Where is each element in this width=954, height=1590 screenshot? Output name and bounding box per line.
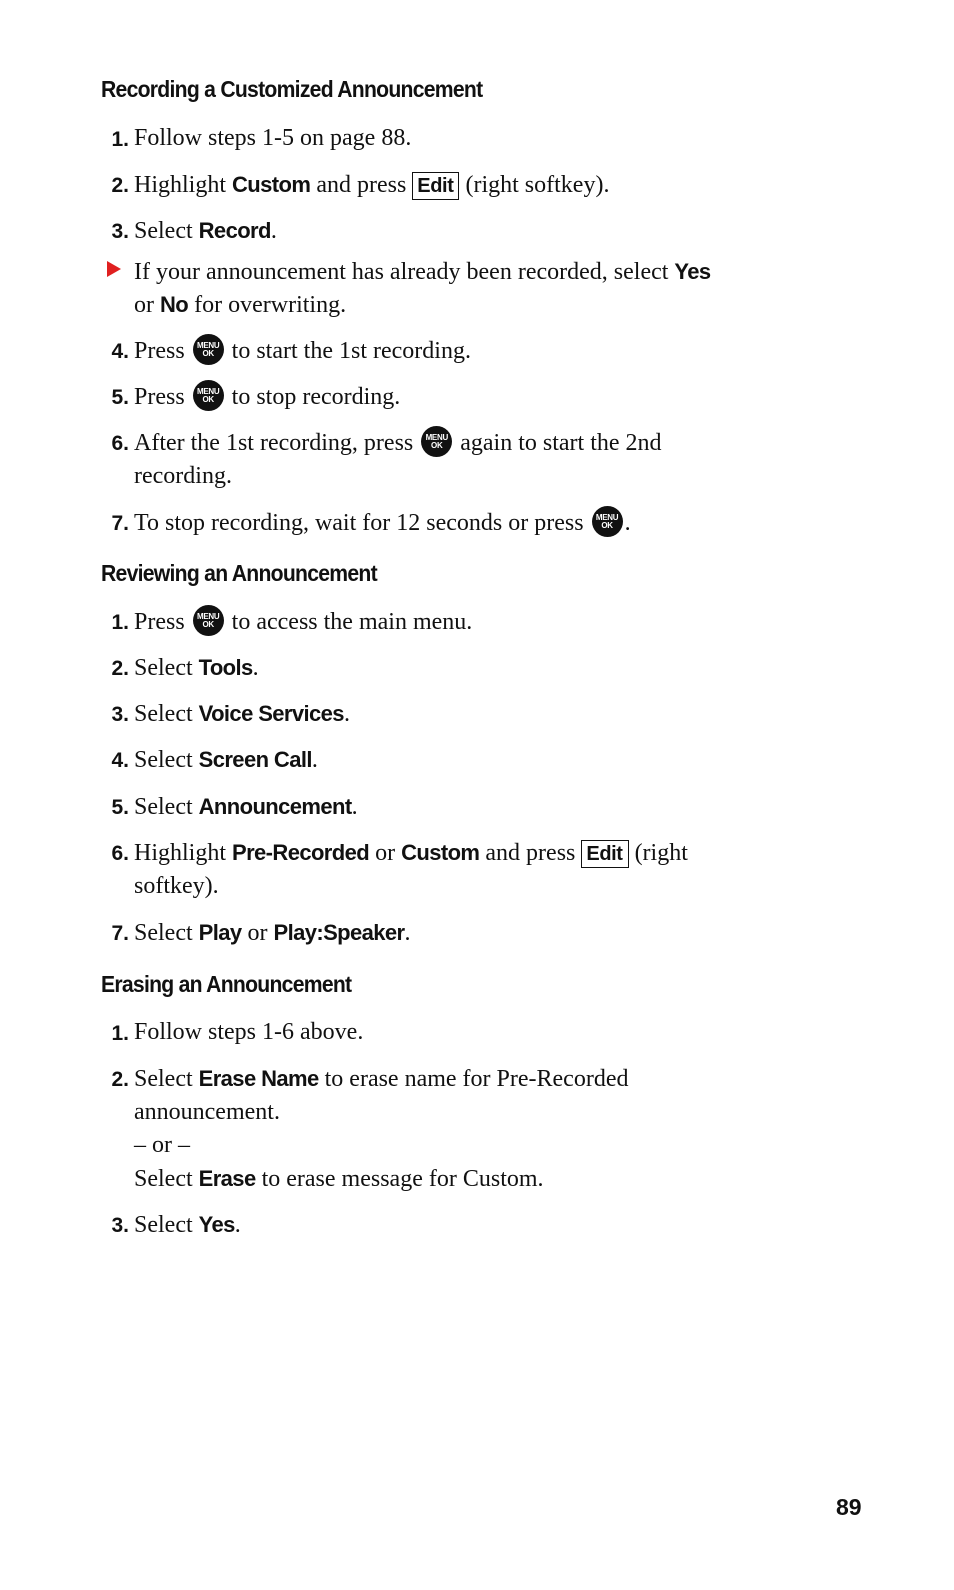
text-run: Select bbox=[134, 655, 199, 681]
text-run: or bbox=[369, 840, 402, 866]
section-heading-erasing: Erasing an Announcement bbox=[101, 971, 352, 997]
text-run: Select bbox=[134, 1212, 199, 1238]
softkey-label: Edit bbox=[581, 840, 628, 868]
menu-term: Yes bbox=[674, 259, 711, 284]
menu-term: Erase bbox=[198, 1166, 256, 1191]
text-run: and press bbox=[479, 840, 582, 866]
menu-ok-key-icon bbox=[421, 426, 452, 457]
text-run: After the 1st recording, press bbox=[134, 430, 420, 456]
step-number: 7. bbox=[111, 512, 129, 535]
icon-label: OK bbox=[202, 395, 214, 404]
menu-term: Yes bbox=[198, 1212, 235, 1237]
menu-ok-key-icon bbox=[193, 334, 224, 365]
step-text: softkey). bbox=[134, 873, 219, 899]
text-run: Select bbox=[134, 218, 199, 244]
text-run: to access the main menu. bbox=[225, 609, 473, 635]
text-run: Select bbox=[134, 920, 199, 946]
note-text-line1 bbox=[134, 255, 711, 289]
step-text: recording. bbox=[134, 463, 232, 489]
step-number: 2. bbox=[111, 174, 129, 197]
text-run: Select bbox=[134, 747, 199, 773]
step-number: 4. bbox=[111, 749, 129, 772]
icon-label: MENU bbox=[196, 341, 220, 350]
text-run: and press bbox=[310, 172, 413, 198]
page-number: 89 bbox=[836, 1494, 862, 1520]
text-run: . bbox=[624, 510, 631, 536]
step-text bbox=[134, 916, 411, 950]
menu-term: Custom bbox=[401, 840, 480, 865]
menu-term: Announcement bbox=[198, 794, 352, 819]
text-run: or bbox=[241, 920, 274, 946]
text-run: Select bbox=[134, 1066, 199, 1092]
text-run: . bbox=[404, 920, 411, 946]
icon-label: OK bbox=[202, 620, 214, 629]
icon-label: MENU bbox=[196, 387, 220, 396]
text-run: or bbox=[134, 292, 160, 318]
step-text: Follow steps 1-5 on page 88. bbox=[134, 125, 412, 151]
step-text bbox=[134, 1208, 241, 1242]
note-text-line2 bbox=[134, 288, 346, 322]
text-run: to erase message for Custom. bbox=[255, 1166, 544, 1192]
step-number: 1. bbox=[111, 1022, 129, 1045]
text-run: Select bbox=[134, 701, 199, 727]
section-heading-reviewing: Reviewing an Announcement bbox=[101, 560, 377, 586]
menu-term: Voice Services bbox=[198, 701, 344, 726]
icon-label: MENU bbox=[425, 433, 448, 442]
step-number: 6. bbox=[111, 432, 129, 455]
icon-label: OK bbox=[601, 521, 613, 530]
section-heading-recording: Recording a Customized Announcement bbox=[101, 76, 483, 102]
step-number: 3. bbox=[111, 220, 129, 243]
text-run: to stop recording. bbox=[225, 384, 401, 410]
menu-term: Pre-Recorded bbox=[232, 840, 370, 865]
menu-ok-key-icon bbox=[193, 380, 224, 411]
menu-term: Tools bbox=[198, 655, 253, 680]
icon-label: OK bbox=[431, 441, 443, 450]
text-run: Press bbox=[134, 338, 191, 364]
step-number: 1. bbox=[111, 128, 129, 151]
text-run: (right softkey). bbox=[459, 172, 610, 198]
step-number: 6. bbox=[111, 842, 129, 865]
step-text bbox=[134, 1162, 544, 1196]
text-run: . bbox=[343, 701, 350, 727]
text-run: Press bbox=[134, 609, 191, 635]
step-text bbox=[134, 214, 277, 248]
text-run: Highlight bbox=[134, 172, 233, 198]
bullet-arrow-icon bbox=[107, 261, 121, 277]
step-text bbox=[134, 790, 358, 824]
step-text bbox=[134, 506, 631, 540]
text-run: . bbox=[311, 747, 318, 773]
icon-label: MENU bbox=[196, 612, 220, 621]
step-text bbox=[134, 651, 259, 685]
step-text bbox=[134, 697, 350, 731]
step-text bbox=[134, 1062, 628, 1096]
softkey-label: Edit bbox=[412, 172, 459, 200]
text-run: . bbox=[270, 218, 277, 244]
text-run: Select bbox=[134, 1166, 199, 1192]
menu-term: Screen Call bbox=[198, 747, 312, 772]
menu-term: Record bbox=[198, 218, 271, 243]
menu-term: No bbox=[160, 292, 189, 317]
text-run: Highlight bbox=[134, 840, 233, 866]
menu-ok-key-icon bbox=[592, 506, 623, 537]
menu-term: Custom bbox=[232, 172, 311, 197]
step-text bbox=[134, 168, 609, 202]
step-number: 4. bbox=[111, 340, 129, 363]
text-run: If your announcement has already been recorded, select bbox=[134, 259, 675, 285]
text-run: . bbox=[234, 1212, 241, 1238]
text-run: again to start the 2nd bbox=[454, 430, 662, 456]
icon-label: MENU bbox=[595, 513, 619, 522]
text-run: Press bbox=[134, 384, 191, 410]
icon-label: OK bbox=[202, 349, 214, 358]
step-number: 1. bbox=[111, 611, 129, 634]
step-number: 3. bbox=[111, 703, 129, 726]
menu-term: Play:Speaker bbox=[273, 920, 405, 945]
step-text bbox=[134, 605, 472, 639]
step-text: – or – bbox=[134, 1132, 190, 1158]
step-text bbox=[134, 426, 662, 460]
text-run: . bbox=[351, 794, 358, 820]
step-text: announcement. bbox=[134, 1099, 280, 1125]
text-run: To stop recording, wait for 12 seconds or press bbox=[134, 510, 590, 536]
step-number: 2. bbox=[111, 657, 129, 680]
menu-ok-key-icon bbox=[193, 605, 224, 636]
text-run: Select bbox=[134, 794, 199, 820]
step-text: Follow steps 1-6 above. bbox=[134, 1019, 364, 1045]
step-number: 5. bbox=[111, 796, 129, 819]
menu-term: Play bbox=[198, 920, 242, 945]
step-text bbox=[134, 836, 688, 870]
step-number: 5. bbox=[111, 386, 129, 409]
step-number: 7. bbox=[111, 922, 129, 945]
menu-term: Erase Name bbox=[198, 1066, 319, 1091]
text-run: to erase name for Pre-Recorded bbox=[318, 1066, 629, 1092]
text-run: for overwriting. bbox=[188, 292, 347, 318]
text-run: (right bbox=[628, 840, 688, 866]
text-run: to start the 1st recording. bbox=[225, 338, 471, 364]
step-text bbox=[134, 380, 400, 414]
step-number: 3. bbox=[111, 1214, 129, 1237]
step-text bbox=[134, 334, 471, 368]
step-number: 2. bbox=[111, 1068, 129, 1091]
step-text bbox=[134, 743, 318, 777]
text-run: . bbox=[252, 655, 259, 681]
